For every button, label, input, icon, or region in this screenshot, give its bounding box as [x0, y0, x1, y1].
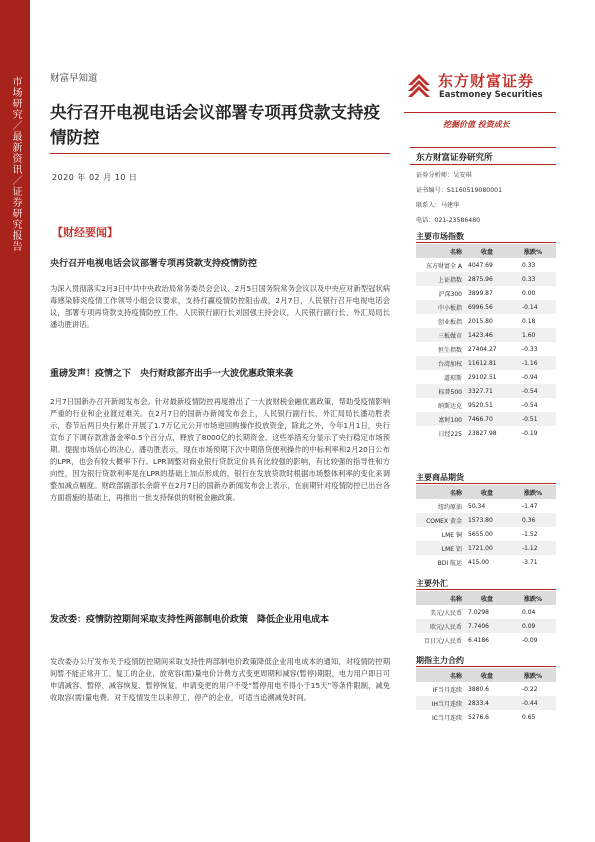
org-bottom-divider	[410, 164, 556, 165]
cell-name: 三板做市	[416, 328, 464, 342]
cell-change: -1.47	[522, 502, 538, 510]
table-row	[416, 633, 556, 647]
cell-name: 创业板指	[437, 318, 462, 326]
table-row	[416, 300, 556, 314]
cell-close: 27404.27	[468, 345, 497, 353]
column-header: 收盘	[464, 244, 510, 258]
cell-close: 5655.00	[468, 530, 493, 538]
table-row	[416, 272, 556, 286]
cell-close: 11612.81	[464, 356, 510, 370]
sidebar-band	[0, 0, 30, 842]
cell-change: 0.33	[510, 272, 556, 286]
column-header: 名称	[416, 485, 464, 499]
cell-change: -0.54	[510, 384, 556, 398]
cell-name: IH当月连续	[416, 696, 464, 710]
table-row	[416, 356, 556, 370]
table-row	[416, 682, 556, 696]
table-row	[416, 527, 556, 541]
cell-close: 7.0298	[468, 608, 489, 616]
cell-change: -0.33	[522, 345, 538, 353]
table-header-row	[416, 591, 556, 605]
commodity-futures-table	[416, 485, 556, 569]
column-header: 名称	[416, 591, 464, 605]
table-title: 主要市场指数	[416, 232, 464, 241]
cell-name: 台湾加权	[416, 356, 464, 370]
table-row	[416, 513, 556, 527]
cell-change: -0.14	[510, 300, 556, 314]
table-title: 期指主力合约	[416, 656, 464, 665]
brand-name-cn: 东方财富证券	[438, 72, 535, 90]
cell-close: 1423.46	[464, 328, 510, 342]
brand-mark-icon	[404, 71, 434, 101]
market-index-table	[416, 244, 556, 440]
cell-close: 7466.70	[464, 412, 510, 426]
cell-name: LME 铝	[416, 541, 464, 555]
cell-close: 6996.56	[464, 300, 510, 314]
table-row	[416, 696, 556, 710]
cell-close: 50.34	[468, 502, 486, 510]
cell-close: 415.00	[468, 558, 489, 566]
cell-change: 0.33	[522, 261, 536, 269]
logo-divider	[404, 112, 556, 113]
table-row	[416, 710, 556, 724]
cell-name: 百日元/人民币	[423, 637, 462, 645]
cell-close: 3899.87	[468, 289, 493, 297]
cell-close: 4047.69	[468, 261, 493, 269]
cell-close: 23827.98	[468, 429, 497, 437]
cell-change: -0.09	[522, 636, 538, 644]
cell-close: 1573.80	[464, 513, 510, 527]
cell-name: IF当月连续	[432, 686, 462, 694]
cell-change: -0.94	[522, 373, 538, 381]
cell-change: -0.44	[510, 696, 556, 710]
table-row	[416, 412, 556, 426]
brand-slogan: 挖掘价值 投资成长	[443, 120, 510, 129]
cell-name: 欧元/人民币	[416, 619, 464, 633]
table-row	[416, 605, 556, 619]
org-top-divider	[410, 147, 556, 148]
cell-name: LME 铜	[441, 531, 462, 539]
cell-name: 中小板指	[416, 300, 464, 314]
column-header: 收盘	[464, 668, 510, 682]
table-row	[416, 342, 556, 356]
cell-close: 3327.71	[464, 384, 510, 398]
cell-change: 0.18	[522, 317, 536, 325]
cell-change: -0.51	[510, 412, 556, 426]
column-header: 收盘	[464, 485, 510, 499]
cell-name: 恒生指数	[437, 346, 462, 354]
cell-change: 0.65	[522, 713, 536, 721]
cell-close: 9520.51	[468, 401, 493, 409]
cell-name: 富时100	[416, 412, 464, 426]
table-divider	[416, 242, 556, 243]
cell-change: 0.00	[522, 289, 536, 297]
header-tag: 财富早知道	[50, 73, 98, 84]
cell-close: 3880.6	[468, 685, 489, 693]
cell-change: -1.52	[522, 530, 538, 538]
column-header: 收盘	[464, 591, 510, 605]
article-heading: 央行召开电视电话会议部署专项再贷款支持疫情防控	[50, 259, 258, 269]
cell-name: IC当月连续	[432, 714, 462, 722]
cell-close: 2015.80	[468, 317, 493, 325]
cell-change: -0.19	[522, 429, 538, 437]
article-heading: 重磅发声！疫情之下 央行财政部齐出手一大波优惠政策来袭	[50, 369, 294, 379]
cell-change: 0.09	[510, 619, 556, 633]
brand-name-en: Eastmoney Securities	[439, 90, 543, 100]
cell-change: -1.16	[510, 356, 556, 370]
page-title: 央行召开电视电话会议部署专项再贷款支持疫情防控	[50, 103, 380, 147]
index-futures-table	[416, 668, 556, 724]
cell-close: 2833.4	[464, 696, 510, 710]
table-row	[416, 286, 556, 300]
fx-table	[416, 591, 556, 647]
cell-change: 0.04	[522, 608, 536, 616]
license-line: 证书编号：S1160519080001	[416, 187, 503, 194]
cell-close: 29102.51	[468, 373, 497, 381]
report-date: 2020 年 02 月 10 日	[52, 173, 138, 182]
cell-close: 1721.00	[464, 541, 510, 555]
cell-change: -0.22	[522, 685, 538, 693]
table-row	[416, 328, 556, 342]
phone-line: 电话：021-23586480	[416, 217, 481, 224]
cell-close: 6.4186	[468, 636, 489, 644]
table-row	[416, 370, 556, 384]
table-row	[416, 314, 556, 328]
cell-close: 2875.96	[464, 272, 510, 286]
cell-name: 标普500	[416, 384, 464, 398]
cell-name: 美元/人民币	[429, 609, 462, 617]
column-header: 涨跌%	[510, 591, 556, 605]
cell-change: -3.71	[522, 558, 538, 566]
article-body: 发改委办公厅发布关于疫情防控期间采取支持性两部制电价政策降低企业用电成本的通知，对疫情防控期间暂不能正常开工、复工的企业，放宽容(需)量电价计费方式变更周期和减容(暂停)期限，电力用户即日可申请减容、暂停、减容恢复、暂停恢复。申请变更的用户不受“暂停用电不得小于15天”等条件限制，减免收取容(需)量电费。对于疫情发生以来停工、停产的企业，可适当追溯减免时间。	[50, 657, 390, 702]
cell-close: 5276.6	[468, 713, 489, 721]
table-row	[416, 258, 556, 272]
cell-close: 7.7406	[464, 619, 510, 633]
contact-line: 联系人：马建华	[416, 202, 460, 209]
table-row	[416, 499, 556, 513]
cell-name: BDI 航运	[437, 559, 462, 567]
brand-logo	[404, 68, 554, 108]
table-title: 主要外汇	[416, 579, 448, 588]
table-row	[416, 619, 556, 633]
column-header: 涨跌%	[510, 668, 556, 682]
column-header: 名称	[416, 668, 464, 682]
table-header-row	[416, 485, 556, 499]
cell-name: 日经225	[438, 430, 462, 438]
article-heading: 发改委：疫情防控期间采取支持性两部制电价政策 降低企业用电成本	[50, 615, 330, 625]
table-divider	[416, 589, 556, 590]
cell-name: 纽约原油	[437, 503, 462, 511]
table-divider	[416, 483, 556, 484]
cell-name: 上证指数	[416, 272, 464, 286]
cell-change: 0.36	[510, 513, 556, 527]
article-body: 2月7日国新办召开新闻发布会。针对最新疫情防控再度推出了一大波财税金融优惠政策，帮助受疫情影响严重的行业和企业渡过难关。在2月7日的国新办新闻发布会上，人民银行副行长、外汇局局长潘功胜表示，春节后两日央行累计开展了1.7万亿元公开市场逆回购操作投放资金，除此之外，今年1月1日，央行宣布了下调存款准备金率0.5个百分点，释放了8000亿的长期资金。这些举措充分显示了央行稳定市场预期、提振市场信心的决心。潘功胜表示，现在市场预期下次中期借贷便利操作的中标利率和2月20日公布的LPR，也会有较大概率下行。LPR调整对商业银行贷款定价具有比较强的影响，有比较强的指导性和方向性，因为银行贷款利率是在LPR的基础上加点形成的，银行在发放贷款时根据市场整体利率的变化来调整加减点幅度。财政部副部长余蔚平在2月7日的国新办新闻发布会上表示，在前期针对疫情防控已出台各方面措施的基础上，再推出一批支持保供的财税金融政策。	[50, 397, 390, 502]
cell-change: 1.60	[510, 328, 556, 342]
table-row	[416, 555, 556, 569]
column-header: 涨跌%	[510, 485, 556, 499]
cell-name: 东方财富全 A	[425, 262, 462, 270]
sidebar-label: 市场研究／最新资讯／证券研究报告	[10, 76, 21, 252]
cell-name: COMEX 黄金	[416, 513, 464, 527]
cell-name: 沪深300	[438, 290, 462, 298]
article-body: 为深入贯彻落实2月3日中共中央政治局常务委员会会议、2月5日国务院常务会议以及中央应对新型冠状病毒感染肺炎疫情工作领导小组会议要求，支持打赢疫情防控阻击战，2月7日，人民银行召开电视电话会议，部署专项再贷款支持疫情防控工作。人民银行副行长刘国强主持会议，人民银行副行长、外汇局局长潘功胜讲话。	[50, 284, 390, 329]
table-row	[416, 426, 556, 440]
table-title: 主要商品期货	[416, 473, 464, 482]
cell-change: -1.12	[510, 541, 556, 555]
org-name: 东方财富证券研究所	[416, 153, 493, 163]
table-row	[416, 384, 556, 398]
table-header-row	[416, 668, 556, 682]
table-row	[416, 398, 556, 412]
column-header: 名称	[416, 244, 464, 258]
table-divider	[416, 666, 556, 667]
cell-name: 纳斯达克	[437, 402, 462, 410]
analyst-line: 证券分析师：吴安琪	[416, 172, 472, 179]
cell-name: 道琼斯	[443, 374, 462, 382]
table-header-row	[416, 244, 556, 258]
title-divider	[50, 153, 390, 154]
table-row	[416, 541, 556, 555]
cell-change: -0.54	[522, 401, 538, 409]
section-tag: 【财经要闻】	[52, 226, 118, 239]
column-header: 涨跌%	[510, 244, 556, 258]
